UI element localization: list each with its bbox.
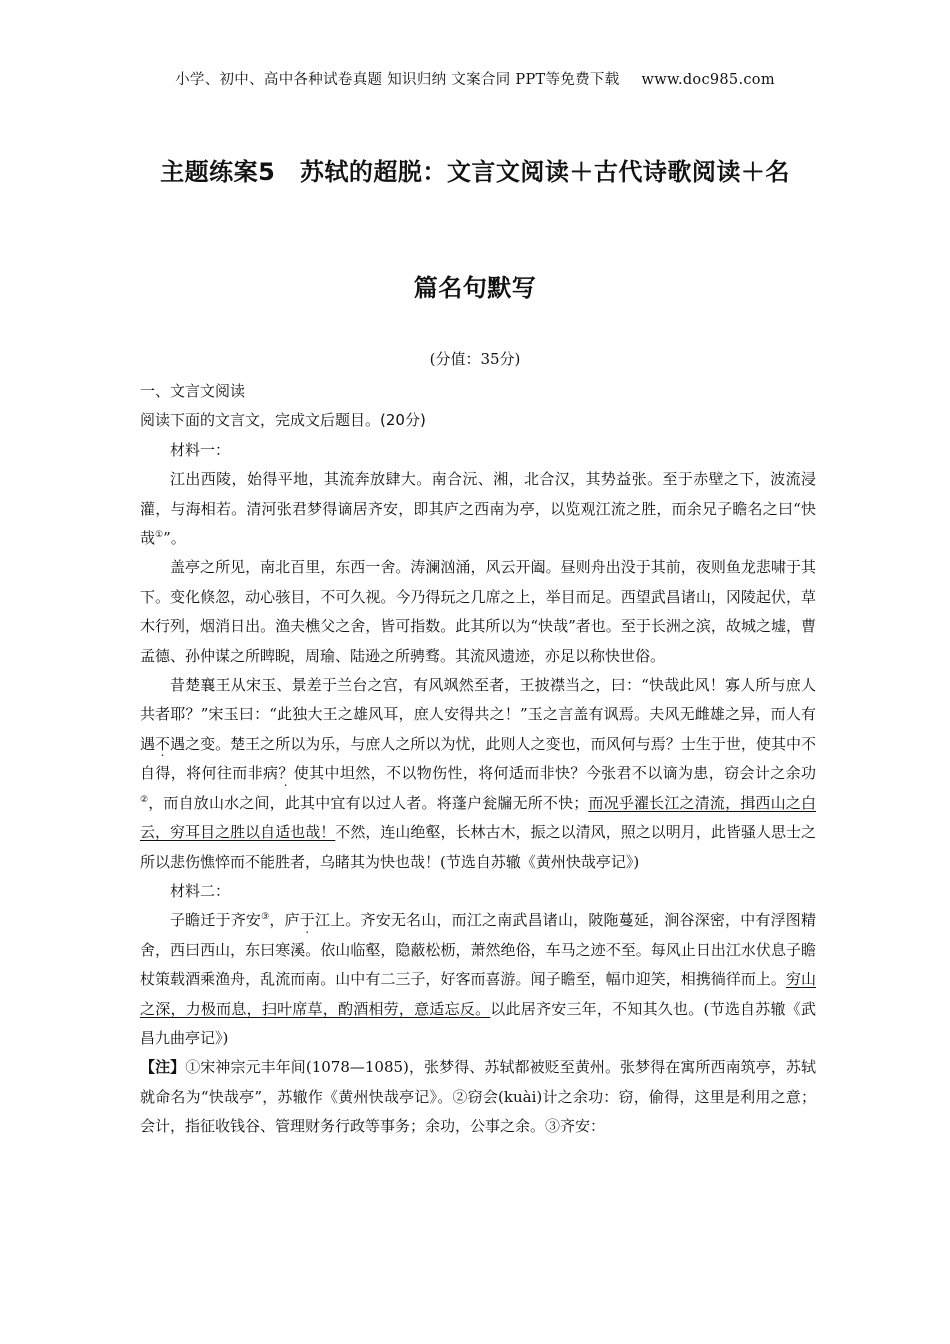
text-run: 子瞻迁于齐安 — [170, 911, 262, 930]
text-run: 以此居齐安三年，不知其久也。(节选自苏辙《武昌九曲亭记》) — [140, 999, 816, 1047]
section-heading: 一、文言文阅读 — [140, 382, 246, 400]
footnote-ref: ② — [140, 794, 149, 805]
notes — [140, 1053, 816, 1141]
emphasis-dot-char: 病 — [262, 764, 279, 783]
text-run: ， — [269, 911, 285, 930]
material2-paragraph-1 — [140, 906, 816, 1053]
section-instruction: 阅读下面的文言文，完成文后题目。(20分) — [140, 411, 426, 430]
text-run: 昔楚襄王从宋玉、景差于兰台之宫，有风飒然至者，王披襟当之，曰：“快哉此风！寡人所与庶人共者耶？”宋玉曰：“此独大王之雄风耳，庶人安得共之！”玉之言盖有讽焉。夫风无雌雄之异，而人有 — [140, 676, 816, 724]
header-site: www.doc985.com — [641, 72, 775, 88]
material2-label: 材料二： — [170, 881, 231, 900]
material1-paragraph-3 — [140, 671, 816, 877]
note-tag: 【注】 — [140, 1058, 186, 1077]
footnote-ref: ① — [155, 530, 164, 541]
page-title-line2: 篇名句默写 — [413, 274, 537, 302]
text-run: ，而自放山水之间，此其中宜有以过人者。将蓬户瓮牖无所不快； — [148, 793, 589, 812]
text-run: 不遇之变。楚王之所以为乐，与庶人之所以为忧，此则人之变也，而风何与焉？士生于世，使其中不自得，将何往而非 — [140, 734, 816, 783]
underlined-sentence: 而况乎濯长江之清流，揖西山之白云，穷耳目之胜以自适也哉！ — [140, 793, 816, 842]
text-run: 不然，连山绝壑，长林古木，振之以清风，照之以明月，此皆骚人思士之所以悲伤憔悴而不能胜者，乌睹其为快也哉！(节选自苏辙《黄州快哉亭记》) — [140, 823, 816, 871]
text-run: 于江上。齐安无名山，而江之南武昌诸山，陂陁蔓延，涧谷深密，中有浮图精舍，西曰西山，东曰寒溪。依山临壑，隐蔽松枥，萧然绝俗，车马之迹不至。每风止日出江水伏息子瞻杖策载酒乘渔舟，乱流而南。山中有二三子，好客而喜游。闻子瞻至，幅巾迎笑，相携徜徉而上。 — [140, 911, 816, 989]
text-run: ”。 — [163, 529, 186, 548]
header-text: 小学、初中、高中各种试卷真题 知识归纳 文案合同 PPT等免费下载 — [175, 72, 620, 88]
footnote-ref: ③ — [261, 912, 270, 923]
emphasis-dot-char: 遇 — [140, 734, 156, 753]
score-info: (分值：35分) — [429, 350, 521, 368]
emphasis-dot-char: 庐 — [284, 911, 300, 930]
text-run: ？使其中坦然，不以物伤性，将何适而非快？今张君不以谪为患，窃会计之余功 — [278, 764, 816, 783]
underlined-sentence: 穷山之深，力极而息，扫叶席草，酌酒相劳，意适忘反。 — [140, 970, 816, 1018]
material1-paragraph-1 — [140, 465, 816, 553]
material1-label: 材料一： — [170, 440, 231, 459]
note-text: ①宋神宗元丰年间(1078—1085)，张梦得、苏轼都被贬至黄州。张梦得在寓所西南筑亭，苏轼就命名为“快哉亭”，苏辙作《黄州快哉亭记》。②窃会(kuài)计之余功：窃，偷得，这里是利用之意；会计，指征收钱谷、管理财务行政等事务；余功，公事之余。③齐安： — [140, 1058, 816, 1136]
text-run: 江出西陵，始得平地，其流奔放肆大。南合沅、湘，北合汉，其势益张。至于赤壁之下，波流浸灌，与海相若。清河张君梦得谪居齐安，即其庐之西南为亭，以览观江流之胜，而余兄子瞻名之曰“快哉 — [140, 470, 816, 548]
page-title-line1: 主题练案5 苏轼的超脱：文言文阅读＋古代诗歌阅读＋名 — [160, 158, 790, 186]
page-header — [0, 68, 950, 89]
document-body — [140, 377, 816, 1142]
material1-paragraph-2: 盖亭之所见，南北百里，东西一舍。涛澜汹涌，风云开阖。昼则舟出没于其前，夜则鱼龙悲啸于其下。变化倏忽，动心骇目，不可久视。今乃得玩之几席之上，举目而足。西望武昌诸山，冈陵起伏，草木行列，烟消日出。渔夫樵父之舍，皆可指数。此其所以为“快哉”者也。至于长洲之滨，故城之墟，曹孟德、孙仲谋之所睥睨，周瑜、陆逊之所骋骛。其流风遗迹，亦足以称快世俗。 — [140, 558, 816, 665]
